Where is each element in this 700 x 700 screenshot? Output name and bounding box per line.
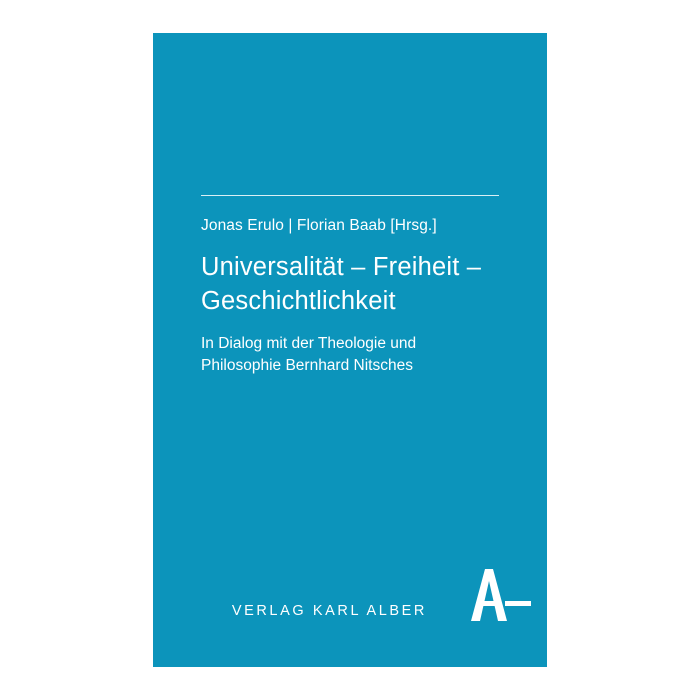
alber-a-logo-icon bbox=[435, 559, 531, 627]
book-title-line-2: Geschichtlichkeit bbox=[201, 286, 396, 315]
cover-content bbox=[153, 33, 547, 667]
book-title bbox=[201, 251, 521, 318]
book-title-line-1: Universalität – Freiheit – bbox=[201, 253, 482, 281]
publisher-name: VERLAG KARL ALBER bbox=[231, 603, 427, 619]
title-divider-rule bbox=[201, 195, 499, 196]
book-subtitle-line-1: In Dialog mit der Theologie und bbox=[201, 335, 417, 352]
editors-line: Jonas Erulo | Florian Baab [Hrsg.] bbox=[201, 217, 437, 234]
book-subtitle bbox=[201, 333, 501, 378]
book-subtitle-line-2: Philosophie Bernhard Nitsches bbox=[201, 357, 413, 375]
book-cover bbox=[153, 33, 547, 667]
publisher-block bbox=[201, 561, 531, 631]
